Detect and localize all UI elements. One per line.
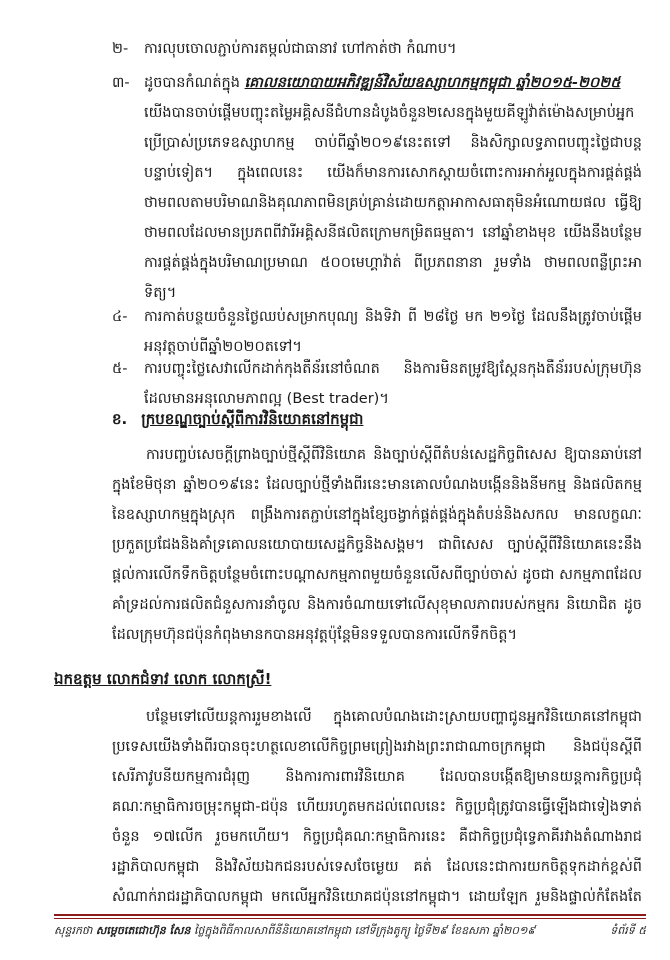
- list-text: ការកាត់បន្ថយចំនួនថ្ងៃឈប់សម្រាកបុណ្យ និងទិវា ពី ២៨ថ្ងៃ មក ២១ថ្ងៃ ដែលនឹងត្រូវចាប់ផ្តើមអនុវត្តចាប់ពីឆ្នាំ២០២០តទៅ។: [144, 309, 642, 355]
- footer-prefix: សុន្ទរកថា: [54, 924, 96, 937]
- footer-speaker: សម្តេចតេជោហ៊ុន សែន: [95, 924, 191, 937]
- list-number: ៥-: [112, 361, 128, 377]
- list-item: [112, 34, 642, 64]
- footer-divider: [54, 914, 646, 916]
- paragraph: ការបញ្ចប់សេចក្តីព្រាងច្បាប់ថ្មីស្តីពីវិនិយោគ និងច្បាប់ស្តីពីតំបន់សេដ្ឋកិច្ចពិសេស ឱ្យបានឆាប់នៅក្នុងខែមិថុនា ឆ្នាំ២០១៩នេះ ដែលច្បាប់ថ្មីទាំងពីរនេះមានគោលបំណងបង្កើននិងនីមកម្ម និងផលិតកម្មនៃឧស្សាហកម្មក្នុងស្រុក ពង្រឹងការតភ្ជាប់នៅក្នុងខ្សែចង្វាក់ផ្គត់ផ្គង់ក្នុងតំបន់និងសកល មានលក្ខណៈប្រកួតប្រជែងនិងគាំទ្រគោលនយោបាយសេដ្ឋកិច្ចនិងសង្គម។ ជាពិសេស ច្បាប់ស្តីពីវិនិយោគនេះនឹងផ្តល់ការលើកទឹកចិត្តបន្ថែមចំពោះបណ្តាសកម្មភាពមួយចំនួនលើសពីច្បាប់ចាស់ ដូចជា សកម្មភាពដែលគាំទ្រដល់ការផលិតជំនួសការនាំចូល និងការចំណាយទៅលើសុខុមាលភាពរបស់កម្មករ និយោជិត ដូចដែលក្រុមហ៊ុនជប៉ុនកំពុងមានកបានអនុវត្តប៉ុន្តែមិនទទួលបានការលើកទឹកចិត្ត។: [112, 447, 642, 643]
- list-number: ២-: [112, 41, 129, 57]
- list-text: ការលុបចោលភ្ជាប់ការតម្កល់ជាធានាវ ហៅកាត់ថា កំណាប។: [144, 41, 457, 57]
- list-text-block: [144, 68, 642, 308]
- section-title: ក្របខណ្ឌច្បាប់ស្តីពីការវិនិយោគនៅកម្ពុជា: [141, 410, 364, 428]
- salutation: ឯកឧត្តម លោកជំទាវ លោក លោកស្រី!: [54, 670, 272, 688]
- section-number: ខ.: [112, 410, 128, 428]
- list-item: [112, 68, 642, 308]
- footer-caption: [54, 924, 535, 940]
- list-text-prefix: ដូចបានកំណត់ក្នុង: [144, 75, 245, 91]
- page-footer: [54, 924, 646, 940]
- list-item: [112, 354, 642, 414]
- list-number: ៤-: [112, 309, 128, 325]
- paragraph: បន្ថែមទៅលើយន្តការរួមខាងលើ ក្នុងគោលបំណងដោះស្រាយបញ្ហាជូនអ្នកវិនិយោគនៅកម្ពុជា ប្រទេសយើងទាំងពីរបានចុះហត្ថលេខាលើកិច្ចព្រមព្រៀងរវាងព្រះរាជាណាចក្រកម្ពុជា និងជប៉ុនស្តីពីសេរីភាវូបនីយកម្មការជំរុញ និងការការពារវិនិយោគ ដែលបានបង្កើតឱ្យមានយន្តការកិច្ចប្រជុំគណៈកម្មាធិការចម្រុះកម្ពុជា-ជប៉ុន ហើយរហូតមកដល់ពេលនេះ កិច្ចប្រជុំត្រូវបានធ្វើឡើងជាទៀងទាត់ចំនួន ១៧លើក រួចមកហើយ។ កិច្ចប្រជុំគណៈកម្មាធិការនេះ គឺជាកិច្ចប្រជុំទ្វេភាគីរវាងតំណាងរាជរដ្ឋាភិបាលកម្ពុជា និងវិស័យឯកជនរបស់ទេសចែម្ងេយ គត់ ដែលនេះជាការយកចិត្តទុកដាក់ខ្ពស់ពីសំណាក់រាជរដ្ឋាភិបាលកម្ពុជា មកលើអ្នកវិនិយោគជប៉ុននៅកម្ពុជា។ ដោយឡែក រួមនិងផ្ទាល់កំតែងតែ: [112, 709, 642, 905]
- page-number: ទំព័រទី ៥: [610, 924, 646, 937]
- list-text: ការបញ្ចុះថ្លៃសេវាលើកដាក់កុងតឺន័រនៅចំណត និងការមិនតម្រូវឱ្យស្កែនកុងតឺន័ររបស់ក្រុមហ៊ុនដែលមានអនុលោមភាពល្អ (Best trader)។: [144, 361, 642, 407]
- list-item: [112, 302, 642, 362]
- policy-title: គោលនយោបាយអភិវឌ្ឍន៍វិស័យឧស្សាហកម្មកម្ពុជា ឆ្នាំ២០១៥-២០២៥: [244, 75, 621, 91]
- list-number: ៣-: [112, 75, 130, 91]
- footer-event: ថ្លៃក្នុងពិធីកាលសាពីនីនិយោគនៅកម្ពុជា នៅទីក្រុងតូក្យូ ថ្ងៃទី២៩ ខែឧសភា ឆ្នាំ២០១៩: [190, 924, 536, 937]
- list-text: យើងបានចាប់ផ្តើមបញ្ចុះតម្លៃអគ្គិសនីជំហានដំបូងចំនួន២សេនក្នុងមួយគីឡូវ៉ាត់ម៉ោងសម្រាប់អ្នកប្រើប្រាស់ប្រភេទឧស្សាហកម្ម ចាប់ពីឆ្នាំ២០១៩នេះតទៅ និងសិក្សាលទ្ធភាពបញ្ចុះថ្លៃជាបន្តបន្ទាប់ទៀត។ ក្នុងពេលនេះ យើងក៏មានការសោកស្ដាយចំពោះការអាក់អួលក្នុងការផ្គត់ផ្គង់ថាមពលតាមបរិមាណនិងគុណភាពមិនគ្រប់គ្រាន់ដោយកត្តាអាកាសធាតុមិនអំណោយផល ធ្វើឱ្យថាមពលដែលមានប្រភពពីវារីអគ្គិសនីផលិតក្រោមកម្រិតធម្មតា។ នៅឆ្នាំខាងមុខ យើងនឹងបន្ថែមការផ្គត់ផ្គង់ក្នុងបរិមាណប្រមាណ ៥០០មេហ្គាវ៉ាត់ ពីប្រភពនានា រួមទាំង ថាមពលពន្លឺព្រះអាទិត្យ។: [144, 105, 642, 301]
- section-heading: [112, 410, 363, 432]
- footer-divider: [54, 918, 646, 919]
